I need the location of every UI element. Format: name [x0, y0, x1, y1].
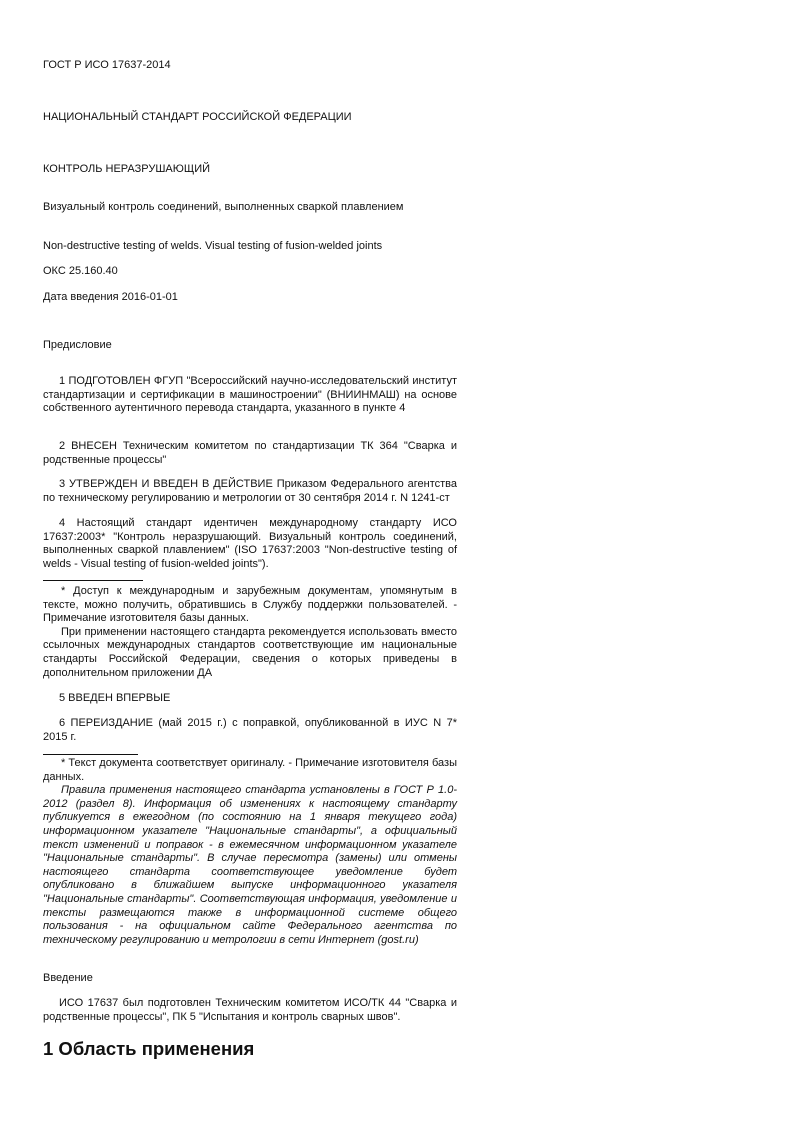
foreword-item-3 [43, 478, 457, 505]
footnote-rule [43, 580, 143, 581]
foreword-item-5-text: 5 ВВЕДЕН ВПЕРВЫЕ [59, 692, 171, 704]
foreword-item-1 [43, 375, 457, 416]
foreword-item-1-text: 1 ПОДГОТОВЛЕН ФГУП "Всероссийский научно-исследовательский институт стандартизации и сертификации в машиностроении" (ВНИИНМАШ) на основе собственного аутентичного перевода стандарта, указанного в пункте 4 [43, 375, 457, 415]
foreword-item-4-text: 4 Настоящий стандарт идентичен международному стандарту ИСО 17637:2003* "Контроль неразрушающий. Визуальный контроль соединений, выполненных сваркой плавлением" (ISO 17637:2003 "Non-destructive testing of welds - Visual testing of fusion-welded joints"). [43, 517, 457, 570]
foreword-item-2 [43, 440, 457, 467]
document-title: КОНТРОЛЬ НЕРАЗРУШАЮЩИЙ [43, 163, 211, 175]
foreword-item-2-text: 2 ВНЕСЕН Техническим комитетом по стандартизации ТК 364 "Сварка и родственные процессы" [43, 440, 457, 466]
oks-code: ОКС 25.160.40 [43, 265, 118, 277]
section-1-heading: 1 Область применения [43, 1038, 255, 1059]
english-title: Non-destructive testing of welds. Visual testing of fusion-welded joints [43, 240, 383, 252]
foreword-item-5 [43, 692, 457, 706]
rules-note: Правила применения настоящего стандарта установлены в ГОСТ Р 1.0-2012 (раздел 8). Информация об изменениях к настоящему стандарту публикуется в ежегодном (по состоянию на 1 января текущего года) информационном указателе "Национальные стандарты", а официальный текст изменений и поправок - в ежемесячном информационном указателе "Национальные стандарты". В случае пересмотра (замены) или отмены настоящего стандарта соответствующее уведомление будет опубликовано в ближайшем выпуске информационного указателя "Национальные стандарты". Соответствующая информация, уведомление и тексты размещаются также в информационной системе общего пользования - на официальном сайте Федерального агентства по техническому регулированию и метрологии в сети Интернет (gost.ru) [43, 784, 457, 946]
footnote-2 [43, 757, 457, 947]
footnote-1-text: * Доступ к международным и зарубежным документам, упомянутым в тексте, можно получить, обратившись в Службу поддержки пользователей. - Примечание изготовителя базы данных. [43, 585, 457, 625]
foreword-item-6-text: 6 ПЕРЕИЗДАНИЕ (май 2015 г.) с поправкой, опубликованной в ИУС N 7* 2015 г. [43, 717, 457, 743]
foreword-item-6 [43, 717, 457, 744]
foreword-item-4-note: При применении настоящего стандарта рекомендуется использовать вместо ссылочных международных стандартов соответствующие им национальные стандарты Российской Федерации, сведения о которых приведены в дополнительном приложении ДА [43, 625, 457, 679]
foreword-item-4 [43, 517, 457, 571]
introduction [43, 997, 457, 1024]
footnote-1 [43, 585, 457, 680]
document-number: ГОСТ Р ИСО 17637-2014 [43, 59, 171, 71]
footnote-rule-2 [43, 754, 138, 755]
foreword-heading: Предисловие [43, 339, 112, 351]
introduction-date: Дата введения 2016-01-01 [43, 291, 178, 303]
footnote-2-text: * Текст документа соответствует оригиналу. - Примечание изготовителя базы данных. [43, 757, 457, 783]
introduction-text: ИСО 17637 был подготовлен Техническим комитетом ИСО/ТК 44 "Сварка и родственные процессы", ПК 5 "Испытания и контроль сварных швов". [43, 997, 457, 1023]
standard-kind: НАЦИОНАЛЬНЫЙ СТАНДАРТ РОССИЙСКОЙ ФЕДЕРАЦИИ [43, 111, 352, 123]
foreword-item-3-text: 3 УТВЕРЖДЕН И ВВЕДЕН В ДЕЙСТВИЕ Приказом Федерального агентства по техническому регулированию и метрологии от 30 сентября 2014 г. N 1241-ст [43, 478, 457, 504]
introduction-heading: Введение [43, 972, 93, 984]
document-subtitle: Визуальный контроль соединений, выполненных сваркой плавлением [43, 201, 404, 213]
